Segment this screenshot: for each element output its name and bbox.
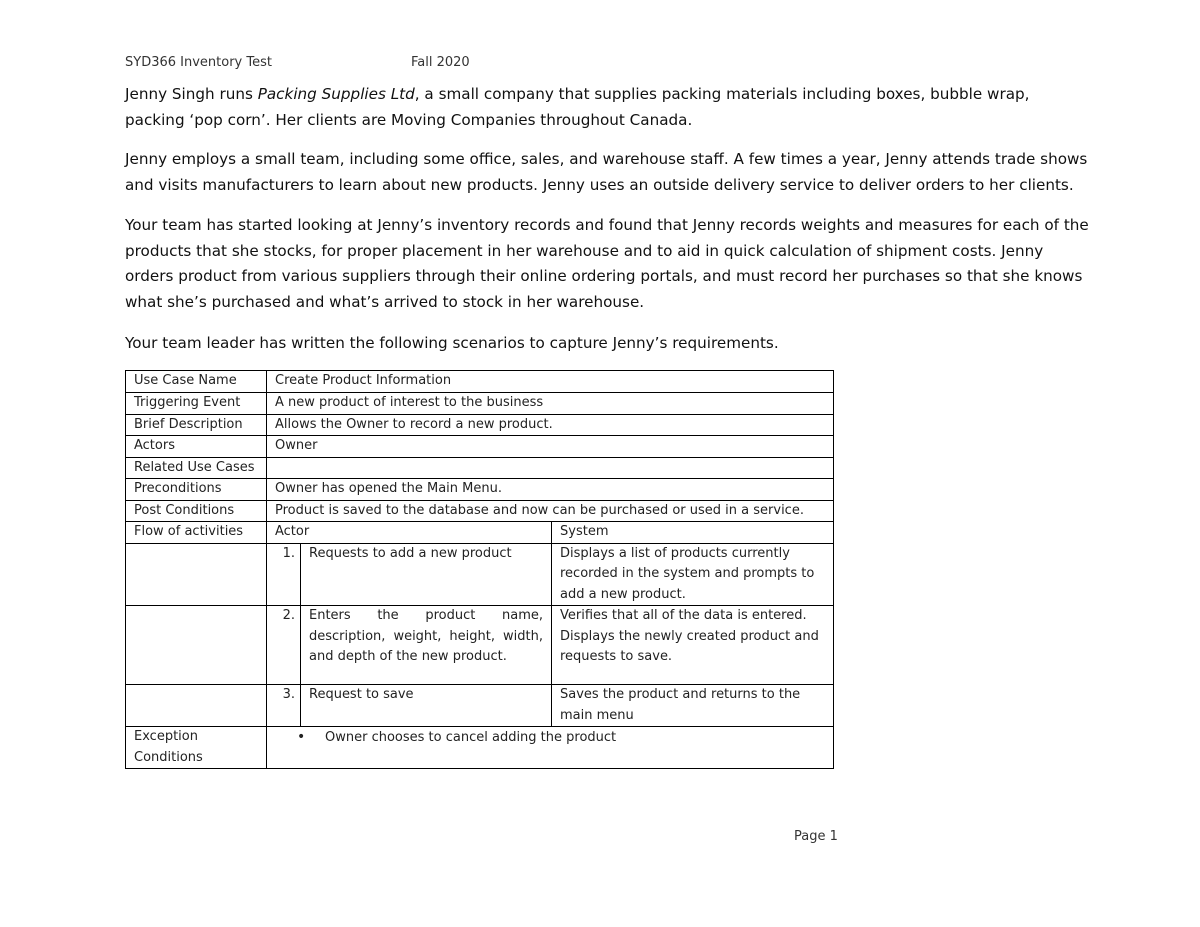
table-row [126,393,834,415]
flow-label: Flow of activities [126,522,267,544]
intro-paragraph-1 [125,82,1090,133]
step-system-response: Verifies that all of the data is entered. Displays the newly created product and requests to save. [552,606,834,685]
exception-item: Owner chooses to cancel adding the product [325,730,617,745]
page-number: Page 1 [794,829,838,844]
brief-description-label: Brief Description [126,414,267,436]
actors-label: Actors [126,436,267,458]
step-actor-action: Requests to add a new product [301,543,552,606]
post-conditions-label: Post Conditions [126,500,267,522]
actors-value: Owner [267,436,834,458]
table-row [126,436,834,458]
table-row [126,500,834,522]
use-case-name-label: Use Case Name [126,371,267,393]
bullet-icon: • [297,729,306,745]
preconditions-value: Owner has opened the Main Menu. [267,479,834,501]
related-use-cases-value [267,457,834,479]
table-row [126,685,834,727]
system-column-header: System [552,522,834,544]
step-number: 2. [267,606,301,685]
step-actor-action: Request to save [301,685,552,727]
preconditions-label: Preconditions [126,479,267,501]
exception-label: Exception Conditions [126,727,267,769]
intro-p1-lead: Jenny Singh runs [125,85,258,103]
table-row [126,543,834,606]
flow-blank-cell [126,543,267,606]
company-name: Packing Supplies Ltd [257,85,415,103]
intro-paragraph-3: Your team has started looking at Jenny’s inventory records and found that Jenny records weights and measures for each of the products that she stocks, for proper placement in her warehouse and to aid in quick calculation of shipment costs. Jenny orders product from various suppliers through their online ordering portals, and must record her purchases so that she knows what she’s purchased and what’s arrived to stock in her warehouse. [125,216,1089,311]
actor-column-header: Actor [267,522,552,544]
table-row [126,457,834,479]
intro-p1-rest: , a small company that supplies packing materials including boxes, bubble wrap, packing ‘pop corn’. Her clients are Moving Companies throughout Canada. [125,85,1030,129]
step-number: 1. [267,543,301,606]
use-case-name-value: Create Product Information [267,371,834,393]
table-row [126,727,834,769]
flow-blank-cell [126,606,267,685]
brief-description-value: Allows the Owner to record a new product. [267,414,834,436]
table-row [126,479,834,501]
header-course: SYD366 Inventory Test [125,55,272,70]
use-case-table [125,370,834,769]
intro-paragraph-2: Jenny employs a small team, including some office, sales, and warehouse staff. A few times a year, Jenny attends trade shows and visits manufacturers to learn about new products. Jenny uses an outside delivery service to deliver orders to her clients. [125,150,1088,194]
triggering-event-value: A new product of interest to the business [267,393,834,415]
header-term: Fall 2020 [411,55,470,70]
table-row [126,522,834,544]
related-use-cases-label: Related Use Cases [126,457,267,479]
step-system-response: Displays a list of products currently recorded in the system and prompts to add a new product. [552,543,834,606]
intro-paragraph-4: Your team leader has written the following scenarios to capture Jenny’s requirements. [125,334,779,352]
table-row [126,606,834,685]
step-actor-action: Enters the product name, description, weight, height, width, and depth of the new product. [301,606,552,685]
table-row [126,414,834,436]
triggering-event-label: Triggering Event [126,393,267,415]
step-system-response: Saves the product and returns to the main menu [552,685,834,727]
table-row [126,371,834,393]
post-conditions-value: Product is saved to the database and now can be purchased or used in a service. [267,500,834,522]
flow-blank-cell [126,685,267,727]
step-number: 3. [267,685,301,727]
exception-value [267,727,834,769]
